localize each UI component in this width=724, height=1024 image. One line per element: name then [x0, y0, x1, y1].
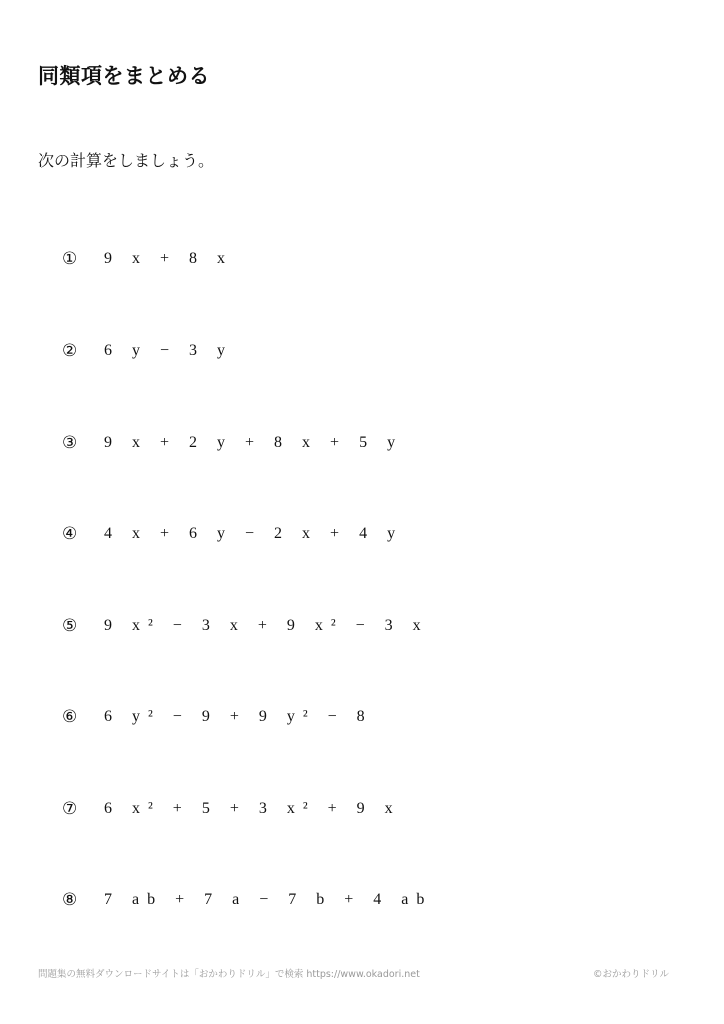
- problem-item: [62, 247, 233, 271]
- problem-number: ③: [62, 433, 78, 453]
- problem-expression: 7 ab + 7 a − 7 b + 4 ab: [104, 891, 433, 908]
- problem-expression: 6 y − 3 y: [104, 342, 234, 359]
- problem-item: [62, 614, 429, 638]
- problem-item: [62, 705, 373, 729]
- problem-expression: 4 x + 6 y − 2 x + 4 y: [104, 525, 404, 542]
- problem-expression: 9 x + 2 y + 8 x + 5 y: [104, 434, 404, 451]
- problem-number: ①: [62, 249, 78, 269]
- problem-item: [62, 522, 403, 546]
- problem-item: [62, 888, 432, 912]
- problem-number: ⑤: [62, 616, 78, 636]
- problem-expression: 9 x + 8 x: [104, 250, 234, 267]
- problem-item: [62, 797, 401, 821]
- footer-site-text: 問題集の無料ダウンロードサイトは「おかわりドリル」で検索 https://www.okadori.net: [38, 969, 420, 980]
- footer-copyright: ©おかわりドリル: [593, 969, 670, 980]
- problem-expression: 6 x² + 5 + 3 x² + 9 x: [104, 800, 401, 817]
- problem-expression: 9 x² − 3 x + 9 x² − 3 x: [104, 617, 429, 634]
- problem-number: ⑧: [62, 890, 78, 910]
- problem-number: ⑦: [62, 799, 78, 819]
- problem-number: ②: [62, 341, 78, 361]
- page-title: 同類項をまとめる: [38, 64, 210, 88]
- problem-expression: 6 y² − 9 + 9 y² − 8: [104, 708, 373, 725]
- problem-number: ⑥: [62, 707, 78, 727]
- problem-number: ④: [62, 524, 78, 544]
- problem-item: [62, 431, 403, 455]
- instruction-text: 次の計算をしましょう。: [38, 151, 215, 170]
- problem-item: [62, 339, 233, 363]
